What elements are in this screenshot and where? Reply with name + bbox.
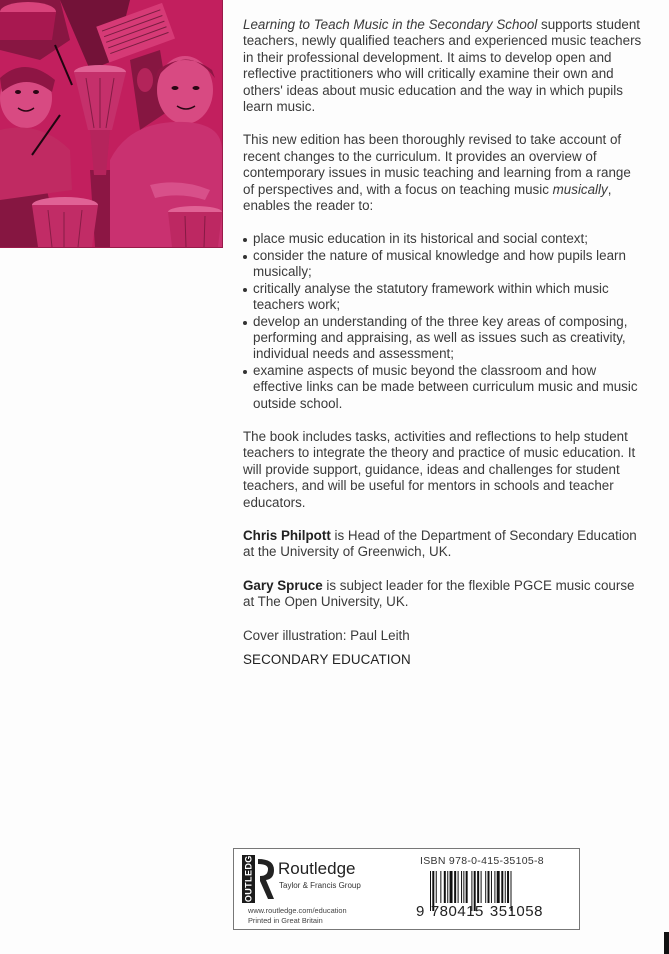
objectives-list xyxy=(243,231,643,411)
barcode-bar xyxy=(477,871,479,903)
cover-illustration xyxy=(0,0,223,248)
intro-paragraph xyxy=(243,17,643,115)
author-name: Chris Philpott xyxy=(243,527,331,543)
edition-italic: musically xyxy=(552,181,608,197)
barcode-bar xyxy=(494,871,495,903)
barcode-bar xyxy=(436,871,437,903)
edition-text: This new edition has been thoroughly revised to take account of recent changes to the curriculum. It provides an overview of contemporary issues in music teaching and learning from a range of perspectives and, with a focus on teaching music xyxy=(243,132,631,197)
barcode-bar xyxy=(461,871,462,903)
barcode-bar xyxy=(444,871,446,903)
publisher-group: Taylor & Francis Group xyxy=(279,881,361,890)
isbn-label: ISBN 978-0-415-35105-8 xyxy=(420,855,544,867)
barcode-bar xyxy=(497,871,500,903)
barcode-bar xyxy=(463,871,464,903)
edition-paragraph xyxy=(243,132,643,214)
cover-credit: Cover illustration: Paul Leith xyxy=(243,627,410,643)
author-bio-text: is subject leader for the flexible PGCE music course at The Open University, UK. xyxy=(243,577,635,610)
author-bio-text: is Head of the Department of Secondary Education at the University of Greenwich, UK. xyxy=(243,527,637,560)
drummers-illustration xyxy=(0,0,222,247)
routledge-logo-icon xyxy=(257,857,275,901)
ean-number xyxy=(416,903,543,920)
barcode-bar xyxy=(507,871,509,903)
list-item: place music education in its historical and social context; xyxy=(243,231,643,247)
back-cover-text xyxy=(243,17,643,685)
barcode-bar xyxy=(440,871,441,903)
list-item: critically analyse the statutory framework within which music teachers work; xyxy=(243,281,643,314)
author-bio xyxy=(243,528,643,561)
barcode-bar xyxy=(447,871,448,903)
logo-vertical-text: ROUTLEDGE xyxy=(243,848,253,910)
barcode-bar xyxy=(481,871,482,903)
series-label: SECONDARY EDUCATION xyxy=(243,652,411,667)
barcode-bar xyxy=(450,871,453,903)
barcode-bar xyxy=(485,871,486,903)
barcode-bar xyxy=(466,871,468,903)
barcode-bar xyxy=(458,871,459,903)
intro-text: supports student teachers, newly qualified teachers and experienced music teachers in their professional development. It aims to develop open and reflective practitioners who will critically examine their own and others' ideas about music education and the way in which pupils learn music. xyxy=(243,17,642,115)
ean-group-2: 351058 xyxy=(489,903,543,920)
barcode-bar xyxy=(501,871,503,903)
book-title: Learning to Teach Music in the Secondary School xyxy=(243,17,538,32)
closing-paragraph: The book includes tasks, activities and reflections to help student teachers to integrate the theory and practice of music education. It will provide support, guidance, ideas and challenges for student teachers, and will be useful for mentors in schools and teacher educators. xyxy=(243,428,636,510)
author-name: Gary Spruce xyxy=(243,577,323,593)
barcode-bar xyxy=(491,871,492,903)
list-item: develop an understanding of the three key areas of composing, performing and appraising, as well as issues such as creativity, individual needs and assessment; xyxy=(243,314,643,363)
ean-group-1: 780415 xyxy=(430,903,484,920)
ean-lead: 9 xyxy=(416,903,425,920)
publisher-url[interactable]: www.routledge.com/education xyxy=(248,906,347,915)
barcode-bar xyxy=(488,871,490,903)
barcode-bar xyxy=(454,871,456,903)
printed-in: Printed in Great Britain xyxy=(248,916,323,925)
page-edge xyxy=(664,932,669,954)
barcode-bar xyxy=(505,871,506,903)
list-item: consider the nature of musical knowledge and how pupils learn musically; xyxy=(243,248,643,281)
publisher-box xyxy=(233,848,580,930)
author-bio xyxy=(243,578,643,611)
edition-text-end: , enables the reader to: xyxy=(243,181,612,214)
list-item: examine aspects of music beyond the classroom and how effective links can be made between curriculum music and music outside school. xyxy=(243,363,643,412)
publisher-name: Routledge xyxy=(278,859,356,878)
routledge-logo-bar xyxy=(242,848,255,910)
